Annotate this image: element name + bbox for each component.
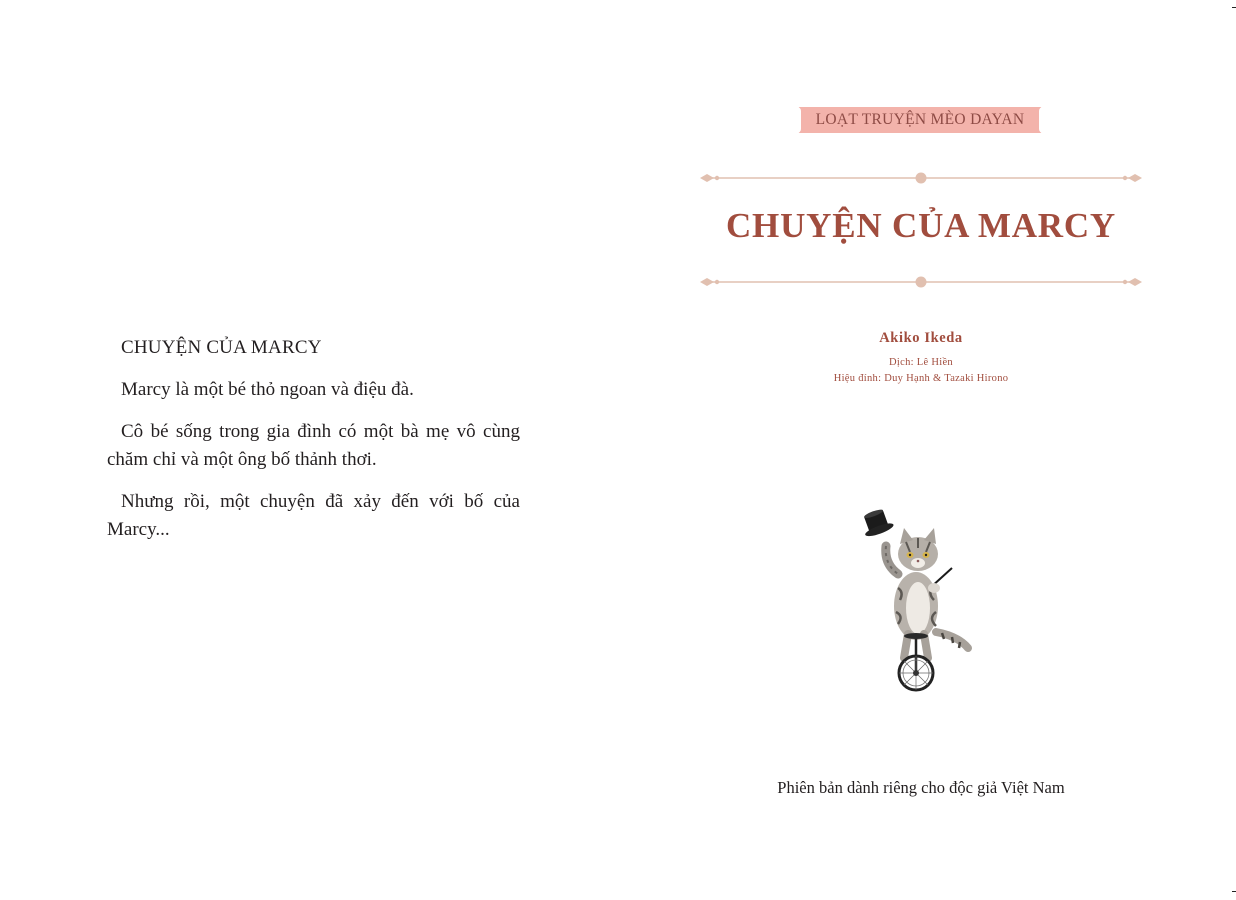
editor-credit: Hiệu đính: Duy Hạnh & Tazaki Hirono: [833, 373, 1009, 384]
synopsis-paragraph-1: Marcy là một bé thỏ ngoan và điệu đà.: [121, 379, 414, 400]
synopsis-paragraph-2: Cô bé sống trong gia đình có một bà mẹ vô cùng chăm chỉ và một ông bố thảnh thơi.: [107, 421, 520, 470]
series-badge: [798, 107, 1042, 133]
author-name: Akiko Ikeda: [879, 330, 963, 346]
series-label: LOẠT TRUYỆN MÈO DAYAN: [815, 111, 1025, 128]
cat-unicycle-illustration: [858, 508, 988, 698]
synopsis-paragraph-3: Nhưng rồi, một chuyện đã xảy đến với bố của Marcy...: [107, 491, 520, 540]
translator-credit: Dịch: Lê Hiền: [889, 357, 953, 368]
title-page: [618, 0, 1236, 900]
ornament-divider-top: [700, 171, 1142, 185]
top-hat-icon: [859, 508, 895, 539]
synopsis-title: CHUYỆN CỦA MARCY: [121, 337, 322, 358]
synopsis: [107, 334, 520, 558]
ornament-divider-bottom: [700, 275, 1142, 289]
edition-note: Phiên bản dành riêng cho độc giả Việt Nam: [777, 778, 1065, 797]
book-title: CHUYỆN CỦA MARCY: [725, 206, 1116, 245]
